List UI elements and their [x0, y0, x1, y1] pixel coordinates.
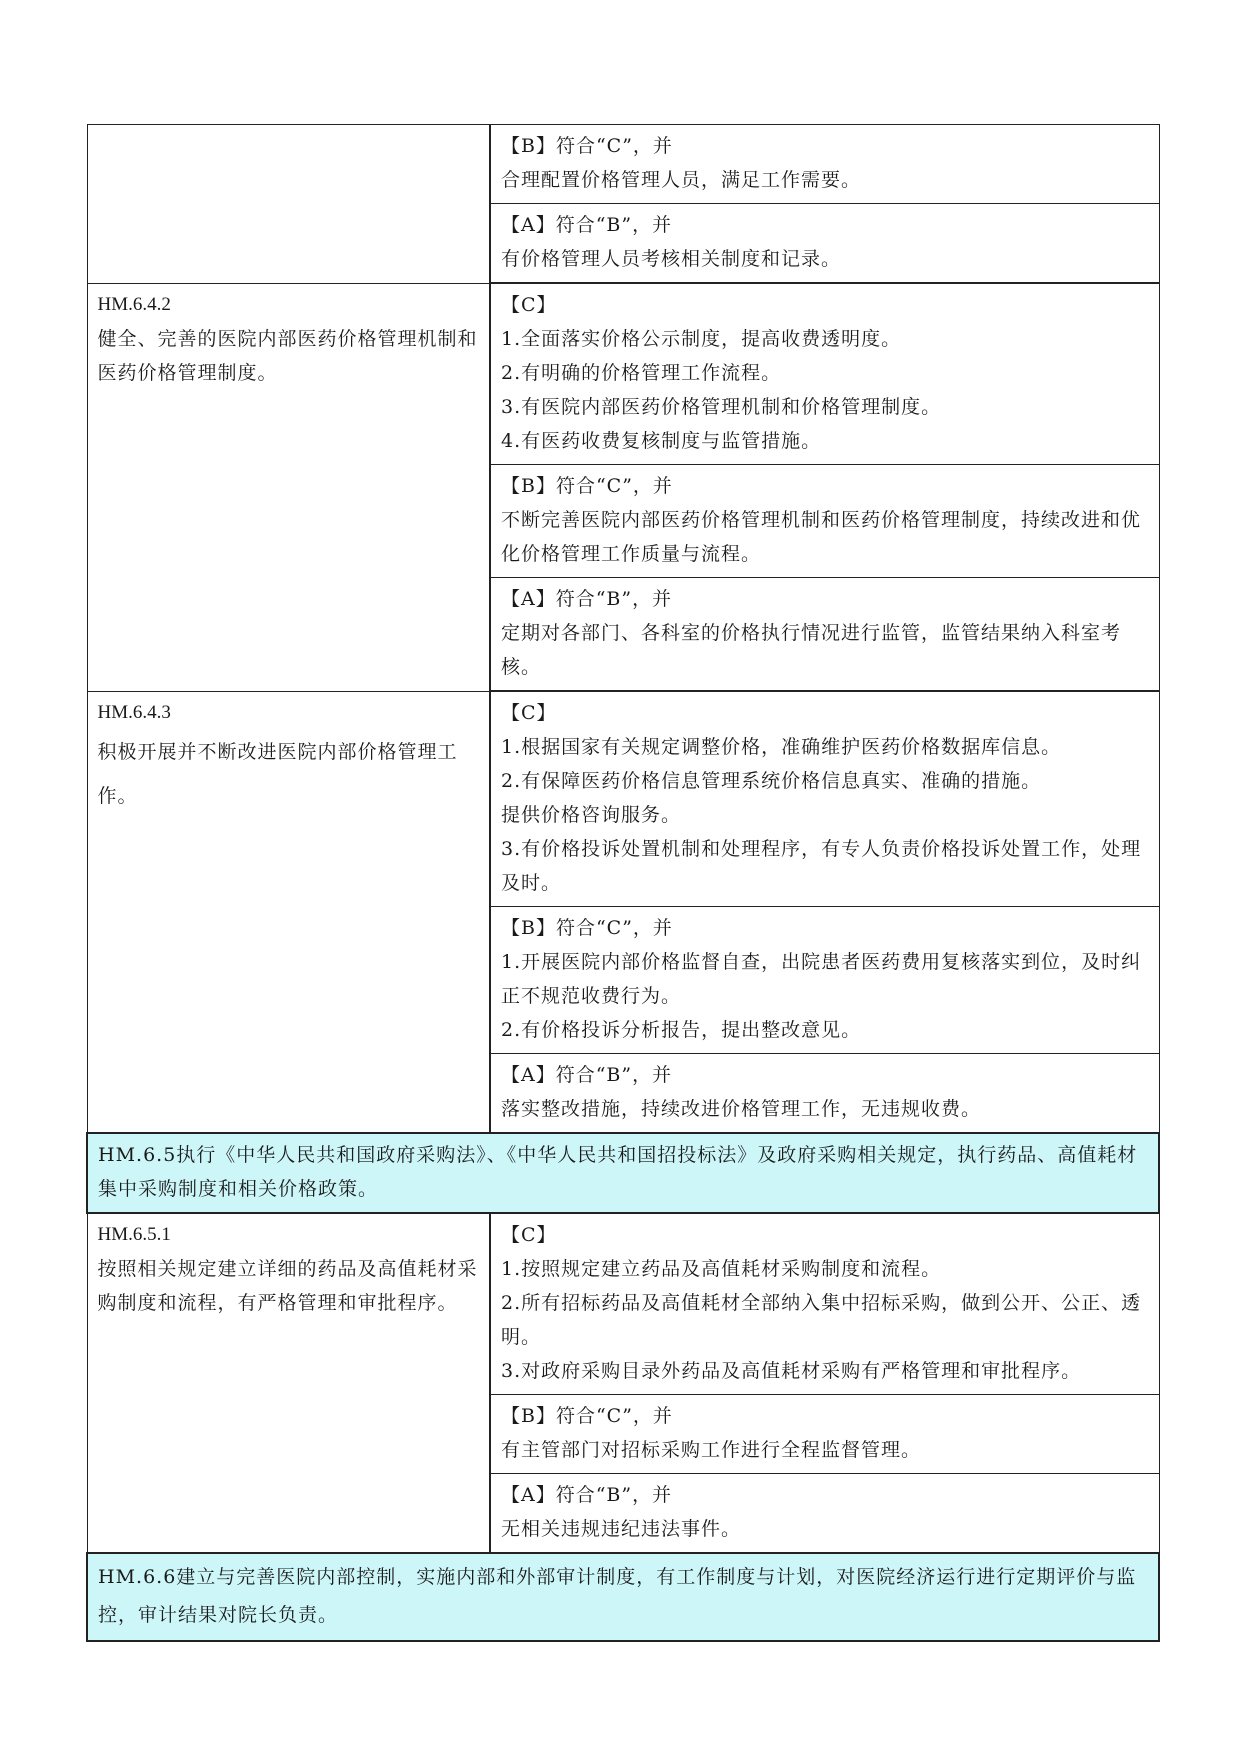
- section-text: HM.6.5执行《中华人民共和国政府采购法》、《中华人民共和国招投标法》及政府采购相关规定，执行药品、高值耗材集中采购制度和相关价格政策。: [98, 1144, 1138, 1200]
- level-c-text: 3.对政府采购目录外药品及高值耗材采购有严格管理和审批程序。: [501, 1360, 1082, 1382]
- section-text: HM.6.6建立与完善医院内部控制，实施内部和外部审计制度，有工作制度与计划，对医院经济运行进行定期评价与监控，审计结果对院长负责。: [98, 1566, 1137, 1626]
- level-b-cell: [490, 1395, 1159, 1474]
- item-code: HM.6.5.1: [97, 1224, 171, 1245]
- level-a-heading: 【A】符合“B”，并: [501, 1484, 673, 1506]
- section-header: [87, 1553, 1159, 1641]
- level-b-text: 合理配置价格管理人员，满足工作需要。: [501, 169, 862, 191]
- section-header: [87, 1133, 1159, 1213]
- level-a-cell: [490, 1474, 1159, 1554]
- level-c-text: 提供价格咨询服务。: [501, 804, 682, 826]
- level-a-text: 定期对各部门、各科室的价格执行情况进行监管，监管结果纳入科室考核。: [501, 622, 1122, 678]
- level-b-cell: [490, 907, 1159, 1054]
- level-c-text: 1.根据国家有关规定调整价格，准确维护医药价格数据库信息。: [501, 736, 1062, 758]
- item-code: HM.6.4.2: [97, 293, 171, 315]
- level-a-cell: [490, 578, 1159, 692]
- level-b-text: 2.有价格投诉分析报告，提出整改意见。: [501, 1019, 862, 1041]
- level-a-cell: [490, 1054, 1159, 1134]
- level-c-cell: [490, 1213, 1159, 1395]
- level-c-cell: [490, 283, 1159, 465]
- level-c-text: 2.有明确的价格管理工作流程。: [501, 362, 782, 384]
- level-b-text: 有主管部门对招标采购工作进行全程监督管理。: [501, 1439, 922, 1461]
- level-a-heading: 【A】符合“B”，并: [501, 588, 673, 610]
- level-b-cell: [490, 125, 1159, 204]
- level-b-cell: [490, 465, 1159, 578]
- table-row: [87, 691, 1159, 907]
- level-a-heading: 【A】符合“B”，并: [501, 214, 673, 236]
- level-c-heading: 【C】: [501, 294, 557, 316]
- item-cell: [87, 283, 490, 691]
- item-description: 按照相关规定建立详细的药品及高值耗材采购制度和流程，有严格管理和审批程序。: [97, 1258, 478, 1314]
- item-description: 健全、完善的医院内部医药价格管理机制和医药价格管理制度。: [97, 327, 478, 384]
- level-c-heading: 【C】: [501, 1224, 557, 1246]
- level-c-text: 1.全面落实价格公示制度，提高收费透明度。: [501, 328, 902, 350]
- level-a-text: 落实整改措施，持续改进价格管理工作，无违规收费。: [501, 1098, 982, 1120]
- level-b-text: 不断完善医院内部医药价格管理机制和医药价格管理制度，持续改进和优化价格管理工作质量与流程。: [501, 509, 1142, 565]
- item-description: 积极开展并不断改进医院内部价格管理工作。: [97, 740, 458, 807]
- section-row: [87, 1553, 1159, 1641]
- level-a-text: 有价格管理人员考核相关制度和记录。: [501, 248, 842, 270]
- level-b-heading: 【B】符合“C”，并: [501, 917, 673, 939]
- level-b-heading: 【B】符合“C”，并: [501, 475, 673, 497]
- level-c-text: 3.有医院内部医药价格管理机制和价格管理制度。: [501, 396, 942, 418]
- level-c-text: 1.按照规定建立药品及高值耗材采购制度和流程。: [501, 1258, 942, 1280]
- level-c-cell: [490, 691, 1159, 907]
- table-row: [87, 283, 1159, 465]
- level-a-heading: 【A】符合“B”，并: [501, 1064, 673, 1086]
- level-a-text: 无相关违规违纪违法事件。: [501, 1518, 742, 1540]
- table-row: [87, 125, 1159, 204]
- level-c-text: 3.有价格投诉处置机制和处理程序，有专人负责价格投诉处置工作，处理及时。: [501, 838, 1142, 894]
- table-row: [87, 1213, 1159, 1395]
- item-cell: [87, 691, 490, 1133]
- level-a-cell: [490, 204, 1159, 284]
- standards-document: [86, 124, 1160, 1642]
- standards-table: [86, 124, 1160, 1642]
- level-b-heading: 【B】符合“C”，并: [501, 1405, 673, 1427]
- level-b-heading: 【B】符合“C”，并: [501, 135, 673, 157]
- section-row: [87, 1133, 1159, 1213]
- item-code: HM.6.4.3: [97, 701, 171, 723]
- item-cell-empty: [87, 125, 490, 284]
- level-c-text: 2.有保障医药价格信息管理系统价格信息真实、准确的措施。: [501, 770, 1042, 792]
- level-c-text: 2.所有招标药品及高值耗材全部纳入集中招标采购，做到公开、公正、透明。: [501, 1292, 1142, 1348]
- level-c-text: 4.有医药收费复核制度与监管措施。: [501, 430, 822, 452]
- level-b-text: 1.开展医院内部价格监督自查，出院患者医药费用复核落实到位，及时纠正不规范收费行为。: [501, 951, 1142, 1007]
- level-c-heading: 【C】: [501, 702, 557, 724]
- item-cell: [87, 1213, 490, 1553]
